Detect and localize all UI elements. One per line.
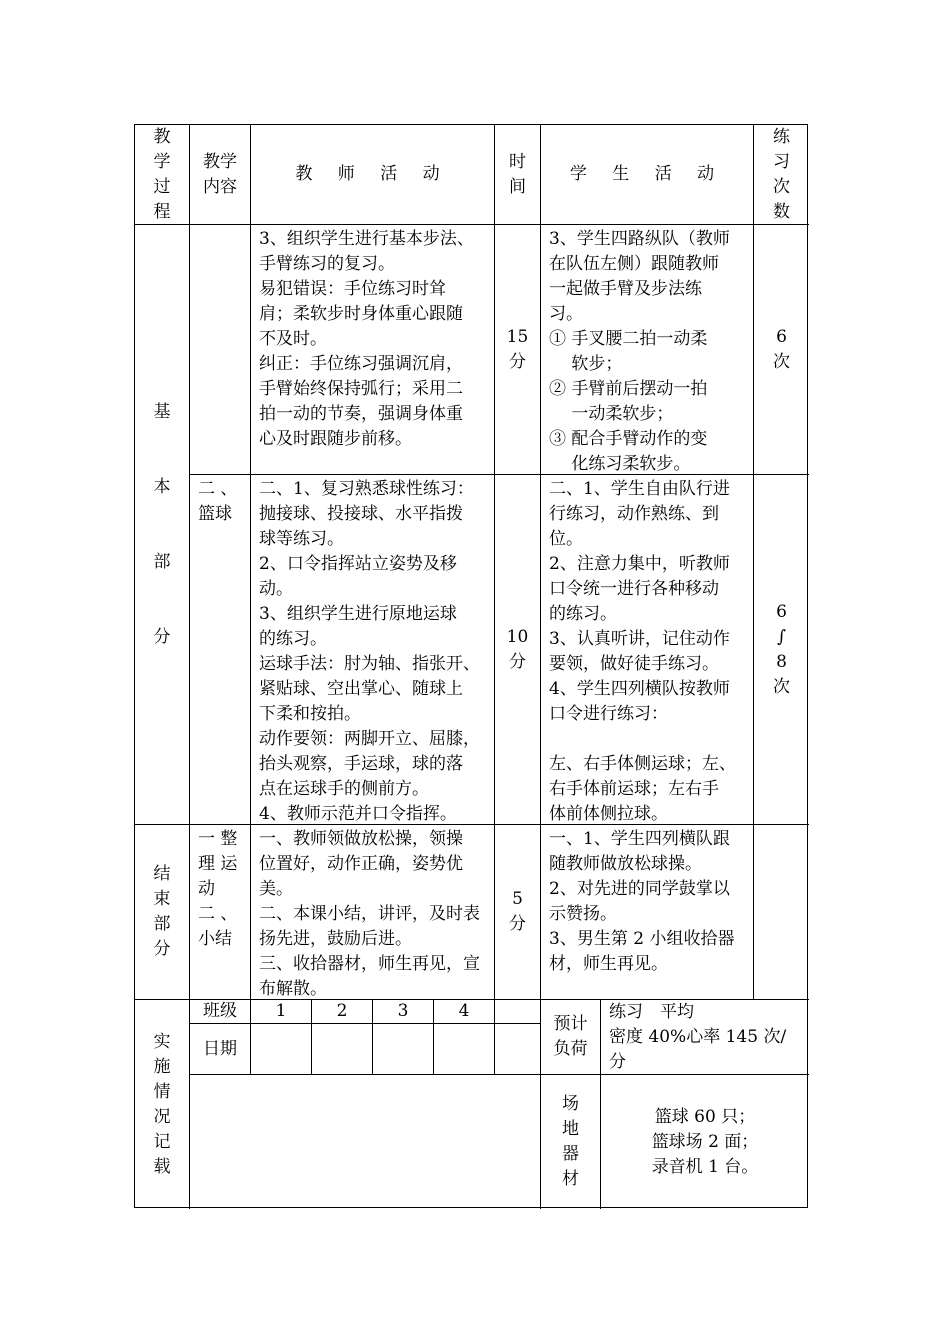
ending-content (190, 825, 251, 1000)
text-line: 4、教师示范并口令指挥。 (259, 804, 457, 824)
header-count-char: 数 (773, 201, 790, 222)
ending-student (541, 825, 754, 1000)
text-line: 口令统一进行各种移动 (549, 579, 719, 599)
section-char: 实 (153, 1031, 171, 1052)
implementation-notes (190, 1075, 541, 1209)
text-line: 3、男生第 2 小组收拾器 (549, 929, 735, 949)
text-line: 动作要领：两脚开立、屈膝， (259, 729, 480, 749)
header-time-char: 间 (509, 176, 526, 197)
ending-count (754, 825, 809, 1000)
text-line: 3、学生四路纵队（教师 (549, 229, 730, 249)
class-cell (373, 1000, 434, 1024)
text-line: 美。 (259, 879, 293, 899)
header-process-char: 学 (153, 151, 171, 172)
text-line: 二、1、学生自由队行进 (549, 479, 730, 499)
header-time (495, 125, 541, 225)
date-label: 日期 (203, 1038, 237, 1059)
text-line: 示赞扬。 (549, 904, 617, 924)
text-line: 在队伍左侧）跟随教师 (549, 254, 719, 274)
text-line: 手臂练习的复习。 (259, 254, 395, 274)
venue-item: 篮球 60 只； (654, 1106, 756, 1127)
text-line: 紧贴球、空出掌心、随球上 (259, 679, 463, 699)
text-line: 一、教师领做放松操，领操 (259, 829, 463, 849)
ending-teacher (251, 825, 495, 1000)
text-line: 一、1、学生四列横队跟 (549, 829, 730, 849)
text-line: 左、右手体侧运球；左、 (549, 754, 736, 774)
count-value: 6 (776, 326, 787, 347)
text-line: 要领，做好徒手练习。 (549, 654, 719, 674)
header-process-char: 过 (153, 176, 171, 197)
load-label: 负荷 (553, 1039, 588, 1059)
lesson-plan-table (134, 124, 808, 1208)
text-line: 布解散。 (259, 979, 327, 999)
class-label-cell (190, 1000, 251, 1024)
header-content (190, 125, 251, 225)
count-unit: 次 (773, 351, 790, 372)
header-count-char: 练 (773, 126, 790, 147)
header-student (541, 125, 754, 225)
ending-time (495, 825, 541, 1000)
text-line (549, 727, 747, 752)
venue-label-cell (541, 1075, 601, 1209)
section-char: 部 (153, 551, 171, 572)
section-char: 本 (153, 476, 171, 497)
header-count-char: 次 (773, 176, 790, 197)
text-line: 二、1、复习熟悉球性练习： (259, 479, 474, 499)
class-number: 2 (336, 1001, 348, 1021)
text-line: 3、组织学生进行原地运球 (259, 604, 457, 624)
date-cell (434, 1024, 495, 1075)
time-unit: 分 (509, 914, 526, 934)
ending-section-label (135, 825, 190, 1000)
text-line: 右手体前运球；左右手 (549, 779, 719, 799)
text-line: 拍一动的节奏，强调身体重 (259, 404, 463, 424)
load-label: 预计 (553, 1014, 588, 1034)
load-value: 分 (609, 1052, 626, 1072)
text-line: 2、口令指挥站立姿势及移 (259, 554, 457, 574)
venue-item: 录音机 1 台。 (651, 1156, 759, 1177)
text-line: 抬头观察，手运球，球的落 (259, 754, 463, 774)
section-char: 基 (153, 401, 171, 422)
date-cell (495, 1024, 541, 1075)
text-line: 小结 (198, 929, 232, 949)
text-line: 动。 (259, 579, 293, 599)
text-line: 点在运球手的侧前方。 (259, 779, 429, 799)
header-process-char: 程 (153, 201, 171, 222)
text-line: 软步； (549, 354, 623, 374)
basic-row2-teacher (251, 475, 495, 825)
class-cell (251, 1000, 312, 1024)
section-char: 分 (153, 626, 171, 647)
text-line: 3、组织学生进行基本步法、 (259, 229, 474, 249)
section-char: 情 (153, 1081, 171, 1102)
text-line: 不及时。 (259, 329, 327, 349)
date-cell (251, 1024, 312, 1075)
text-line: 的练习。 (259, 629, 327, 649)
text-line: 3、认真听讲，记住动作 (549, 629, 730, 649)
text-line: 体前体侧拉球。 (549, 804, 668, 824)
text-line: 肩；柔软步时身体重心跟随 (259, 304, 463, 324)
text-line: 习。 (549, 304, 583, 324)
class-cell (434, 1000, 495, 1024)
load-value-cell (601, 1000, 809, 1075)
text-line: ③ 配合手臂动作的变 (549, 429, 708, 449)
date-label-cell (190, 1024, 251, 1075)
basic-row1-count (754, 225, 809, 475)
count-unit: 次 (773, 676, 790, 697)
time-value: 15 (506, 326, 529, 347)
venue-label-char: 材 (562, 1169, 579, 1189)
class-label: 班级 (203, 1001, 237, 1021)
section-char: 施 (153, 1056, 171, 1077)
time-value: 5 (512, 889, 523, 909)
load-value: 练习 平均 (609, 1002, 694, 1022)
text-line: 二 、 (198, 904, 238, 924)
basic-row1-time (495, 225, 541, 475)
basic-row1-teacher (251, 225, 495, 475)
text-line: 扬先进，鼓励后进。 (259, 929, 412, 949)
class-cell (312, 1000, 373, 1024)
venue-value-cell (601, 1075, 809, 1209)
text-line: 三、收拾器材，师生再见，宣 (259, 954, 480, 974)
date-cell (312, 1024, 373, 1075)
header-process-char: 教 (153, 126, 171, 147)
text-line: 易犯错误：手位练习时耸 (259, 279, 446, 299)
text-line: 行练习，动作熟练、到 (549, 504, 719, 524)
date-cell (373, 1024, 434, 1075)
header-content-line: 教学 (203, 151, 237, 172)
basic-row2-count (754, 475, 809, 825)
class-number: 1 (275, 1001, 287, 1021)
implementation-label (135, 1000, 190, 1209)
header-process (135, 125, 190, 225)
section-char: 束 (153, 889, 171, 909)
venue-item: 篮球场 2 面； (651, 1131, 759, 1152)
header-teacher (251, 125, 495, 225)
section-char: 况 (153, 1106, 171, 1127)
section-char: 载 (153, 1156, 171, 1177)
count-range-sign: ∫ (777, 626, 786, 647)
section-char: 分 (153, 939, 171, 959)
time-unit: 分 (509, 651, 526, 672)
text-line: 球等练习。 (259, 529, 344, 549)
basic-row2-time (495, 475, 541, 825)
text-line: 的练习。 (549, 604, 617, 624)
text-line: 一起做手臂及步法练 (549, 279, 702, 299)
venue-label-char: 场 (562, 1094, 579, 1114)
text-line: 2、注意力集中，听教师 (549, 554, 730, 574)
text-line: 二、本课小结，讲评，及时表 (259, 904, 480, 924)
section-char: 部 (153, 914, 171, 934)
text-line: 心及时跟随步前移。 (259, 429, 412, 449)
text-line: 抛接球、投接球、水平指拨 (259, 504, 463, 524)
count-value: 8 (776, 651, 787, 672)
venue-label-char: 器 (562, 1144, 579, 1164)
text-line: 口令进行练习： (549, 704, 668, 724)
section-char: 结 (153, 864, 171, 884)
load-label-cell (541, 1000, 601, 1075)
time-value: 10 (506, 626, 529, 647)
basic-section-label (135, 225, 190, 825)
basic-row2-student (541, 475, 754, 825)
header-content-line: 内容 (203, 176, 237, 197)
venue-label-char: 地 (562, 1119, 579, 1139)
class-number: 4 (458, 1001, 470, 1021)
text-line: 随教师做放松球操。 (549, 854, 702, 874)
basic-row2-content (190, 475, 251, 825)
header-count (754, 125, 809, 225)
text-line: 4、学生四列横队按教师 (549, 679, 730, 699)
count-value: 6 (776, 601, 787, 622)
text-line: 纠正：手位练习强调沉肩， (259, 354, 463, 374)
load-value: 密度 40%心率 145 次/ (609, 1027, 787, 1047)
header-time-char: 时 (509, 151, 526, 172)
text-line: 位置好，动作正确，姿势优 (259, 854, 463, 874)
basic-row1-content (190, 225, 251, 475)
text-line: 下柔和按拍。 (259, 704, 361, 724)
class-number: 3 (397, 1001, 409, 1021)
section-char: 记 (153, 1131, 171, 1152)
header-student-label: 学 生 活 动 (569, 164, 725, 184)
text-line: 一 整 (198, 829, 238, 849)
text-line: 二 、 (198, 479, 238, 499)
text-line: 一动柔软步； (549, 404, 674, 424)
text-line: ① 手叉腰二拍一动柔 (549, 329, 708, 349)
header-teacher-label: 教 师 活 动 (295, 164, 450, 184)
text-line: 材，师生再见。 (549, 954, 668, 974)
text-line: 2、对先进的同学鼓掌以 (549, 879, 730, 899)
text-line: 化练习柔软步。 (549, 454, 691, 474)
text-line: 篮球 (198, 504, 232, 524)
text-line: 理 运 (198, 854, 238, 874)
header-count-char: 习 (773, 151, 790, 172)
class-cell-empty (495, 1000, 541, 1024)
time-unit: 分 (509, 351, 526, 372)
text-line: 位。 (549, 529, 583, 549)
basic-row1-student (541, 225, 754, 475)
text-line: 手臂始终保持弧行；采用二 (259, 379, 463, 399)
text-line: ② 手臂前后摆动一拍 (549, 379, 708, 399)
text-line: 运球手法：肘为轴、指张开、 (259, 654, 480, 674)
text-line: 动 (198, 879, 215, 899)
